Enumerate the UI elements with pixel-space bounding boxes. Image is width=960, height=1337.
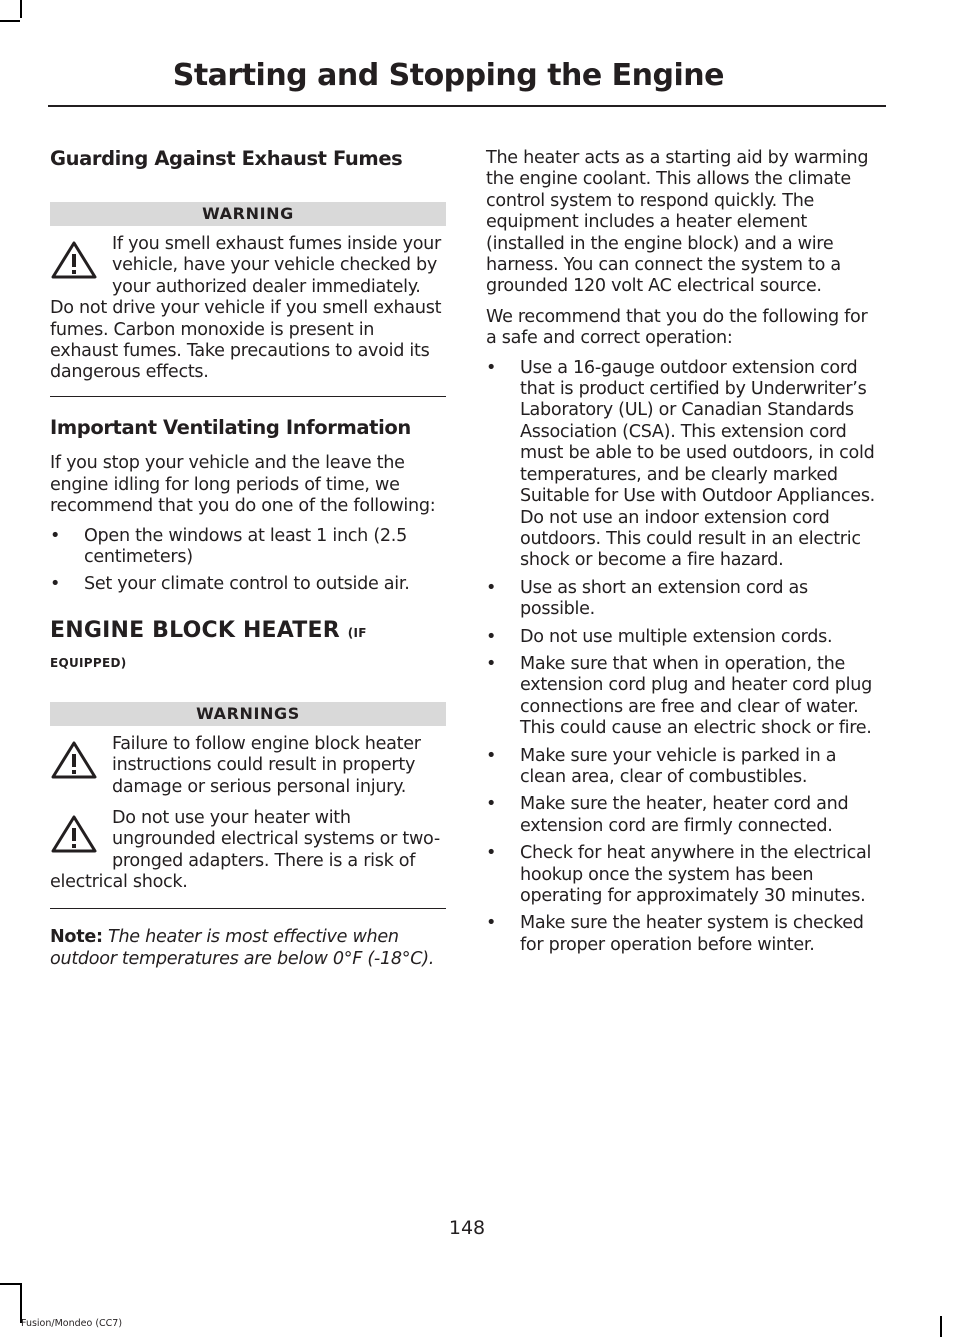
footer-model: Fusion/Mondeo (CC7) bbox=[21, 1318, 123, 1329]
list-item: • Open the windows at least 1 inch (2.5 centimeters) bbox=[50, 526, 446, 569]
heater-description: The heater acts as a starting aid by warming the engine coolant. This allows the climate control system to respond quickly. The equipment includes a heater element (installed in the engine block) and a wire harness. You can connect the system to a grounded 120 volt AC electrical source. bbox=[486, 148, 869, 297]
right-column bbox=[486, 130, 880, 962]
list-item: • Make sure that when in operation, the extension cord plug and heater cord plug connections are free and clear of water. This could cause an electric shock or fire. bbox=[486, 654, 880, 740]
list-item: • Make sure your vehicle is parked in a clean area, clear of combustibles. bbox=[486, 746, 880, 789]
list-item: • Do not use multiple extension cords. bbox=[486, 627, 880, 648]
note-label: Note: bbox=[50, 927, 103, 948]
left-column bbox=[50, 130, 446, 970]
section-heading-ventilating: Important Ventilating Information bbox=[50, 416, 411, 440]
crop-mark-bottom-left-h bbox=[0, 1283, 20, 1285]
crop-mark-top-left-v bbox=[20, 0, 22, 18]
warning-block-heater-1 bbox=[50, 734, 446, 798]
warning-rule bbox=[50, 396, 446, 398]
recommendation-intro: We recommend that you do the following for a safe and correct operation: bbox=[486, 306, 868, 349]
heading-suffix: (IF bbox=[347, 625, 367, 640]
list-item: • Make sure the heater, heater cord and extension cord are firmly connected. bbox=[486, 794, 880, 837]
ventilating-list bbox=[50, 526, 446, 596]
header-rule bbox=[48, 105, 886, 107]
warning-bar: WARNING bbox=[50, 202, 446, 226]
warning-triangle-icon bbox=[50, 814, 98, 854]
recommendation-list bbox=[486, 358, 880, 957]
warning-triangle-icon bbox=[50, 240, 98, 280]
ventilating-intro: If you stop your vehicle and the leave the engine idling for long periods of time, we recommend that you do one of the following: bbox=[50, 453, 436, 517]
heading-suffix-line2: EQUIPPED) bbox=[50, 655, 127, 670]
warning-block-exhaust bbox=[50, 234, 446, 384]
list-item: • Make sure the heater system is checked for proper operation before winter. bbox=[486, 913, 880, 956]
note bbox=[50, 927, 446, 970]
list-item: • Check for heat anywhere in the electrical hookup once the system has been operating for approximately 30 minutes. bbox=[486, 843, 880, 907]
list-item: • Use a 16-gauge outdoor extension cord that is product certified by Underwriter’s Laboratory (UL) or Canadian Standards Association (CSA). This extension cord must be able to be used outdoors, in cold temperatures, and be clearly marked Suitable for Use with Outdoor Appliances. Do not use an indoor extension cord outdoors. This could result in an electric shock or become a fire hazard. bbox=[486, 358, 880, 572]
page-header-title: Starting and Stopping the Engine bbox=[172, 58, 724, 93]
warning-text-exhaust: If you smell exhaust fumes inside your vehicle, have your vehicle checked by your authorized dealer immediately. Do not drive your vehicle if you smell exhaust fumes. Carbon monoxide is present in exhaust fumes. Take precautions to avoid its dangerous effects. bbox=[50, 234, 442, 383]
list-item: • Set your climate control to outside air. bbox=[50, 574, 446, 595]
heading-main: ENGINE BLOCK HEATER bbox=[50, 617, 340, 643]
page-number: 148 bbox=[448, 1217, 486, 1239]
crop-mark-bottom-right-v bbox=[940, 1316, 942, 1337]
warning-text-heater-2: Do not use your heater with ungrounded electrical systems or two-pronged adapters. There is a risk of electrical shock. bbox=[50, 808, 440, 893]
warning-text-heater-1: Failure to follow engine block heater instructions could result in property damage or serious personal injury. bbox=[112, 733, 421, 797]
crop-mark-bottom-left-v bbox=[20, 1283, 22, 1323]
note-text: The heater is most effective when outdoor temperatures are below 0°F (-18°C). bbox=[50, 927, 435, 969]
warnings-bar: WARNINGS bbox=[50, 702, 446, 726]
warning-rule bbox=[50, 908, 446, 910]
list-item: • Use as short an extension cord as possible. bbox=[486, 578, 880, 621]
section-heading-exhaust-fumes: Guarding Against Exhaust Fumes bbox=[50, 147, 403, 170]
section-heading-engine-block-heater bbox=[50, 616, 446, 648]
warning-triangle-icon bbox=[50, 740, 98, 780]
crop-mark-top-left-h bbox=[0, 20, 20, 22]
warning-block-heater-2 bbox=[50, 808, 446, 894]
